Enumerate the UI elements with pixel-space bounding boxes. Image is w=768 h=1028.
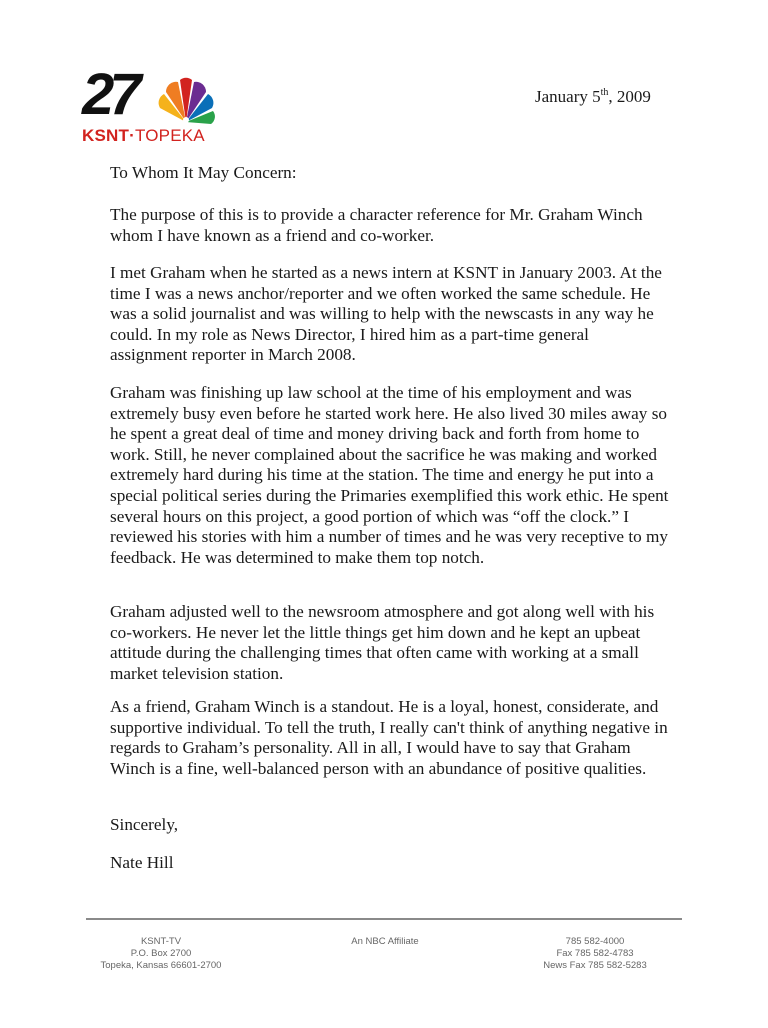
salutation: To Whom It May Concern: bbox=[110, 163, 297, 182]
footer-phone: 785 582-4000 bbox=[565, 936, 625, 947]
closing: Sincerely, bbox=[110, 815, 179, 834]
paragraph-2: I met Graham when he started as a news intern at KSNT in January 2003. At the time I was a news anchor/reporter and we often worked the same schedule. He was a solid journalist and was willing to help with the newscasts in any way he could. In my role as News Director, I hired him as a part-time general assignment reporter in March 2008. bbox=[110, 263, 662, 365]
footer-address-line1: KSNT-TV bbox=[140, 936, 182, 947]
nbc-peacock-icon bbox=[156, 76, 216, 128]
letter-date bbox=[535, 87, 651, 107]
footer-news-fax: News Fax 785 582-5283 bbox=[543, 960, 647, 971]
paragraph-3: Graham was finishing up law school at the time of his employment and was extremely busy even before he started work here. He also lived 30 miles away so he spent a great deal of time and money driving back and forth from home to work. Still, he never complained about the sacrifice he was making and worked extremely hard during his time at the station. The time and energy he put into a special political series during the Primaries exemplified this work ethic. He spent several hours on this project, a good portion of which was “off the clock.” I reviewed his stories with him a number of times and he was very receptive to my feedback. He was determined to make them top notch. bbox=[110, 383, 669, 567]
footer-affiliate: An NBC Affiliate bbox=[351, 936, 419, 947]
station-logo bbox=[82, 62, 232, 154]
station-name bbox=[82, 126, 205, 146]
paragraph-4: Graham adjusted well to the newsroom atmosphere and got along well with his co-workers. He never let the little things get him down and he kept an upbeat attitude during the challenging times that often came with working at a small market television station. bbox=[110, 602, 655, 683]
date-year: , 2009 bbox=[608, 87, 651, 106]
footer-contact bbox=[530, 936, 660, 972]
paragraph-5: As a friend, Graham Winch is a standout. He is a loyal, honest, considerate, and supportive individual. To tell the truth, I really can't think of anything negative in regards to Graham’s personality. All in all, I would have to say that Graham Winch is a fine, well-balanced person with an abundance of positive qualities. bbox=[110, 697, 668, 778]
paragraph-1: The purpose of this is to provide a character reference for Mr. Graham Winch whom I have known as a friend and co-worker. bbox=[110, 205, 643, 245]
footer-divider bbox=[86, 918, 682, 920]
channel-number: 27 bbox=[82, 62, 137, 127]
footer-address-line2: P.O. Box 2700 bbox=[130, 948, 192, 959]
signature-name: Nate Hill bbox=[110, 853, 174, 872]
station-call: KSNT bbox=[82, 126, 130, 145]
station-city: TOPEKA bbox=[134, 126, 205, 145]
date-suffix: th bbox=[600, 87, 609, 98]
date-month-day: January 5 bbox=[535, 87, 601, 106]
footer-fax: Fax 785 582-4783 bbox=[556, 948, 634, 959]
footer-address-line3: Topeka, Kansas 66601-2700 bbox=[100, 960, 222, 971]
station-separator: · bbox=[129, 126, 135, 145]
footer-address bbox=[96, 936, 226, 972]
